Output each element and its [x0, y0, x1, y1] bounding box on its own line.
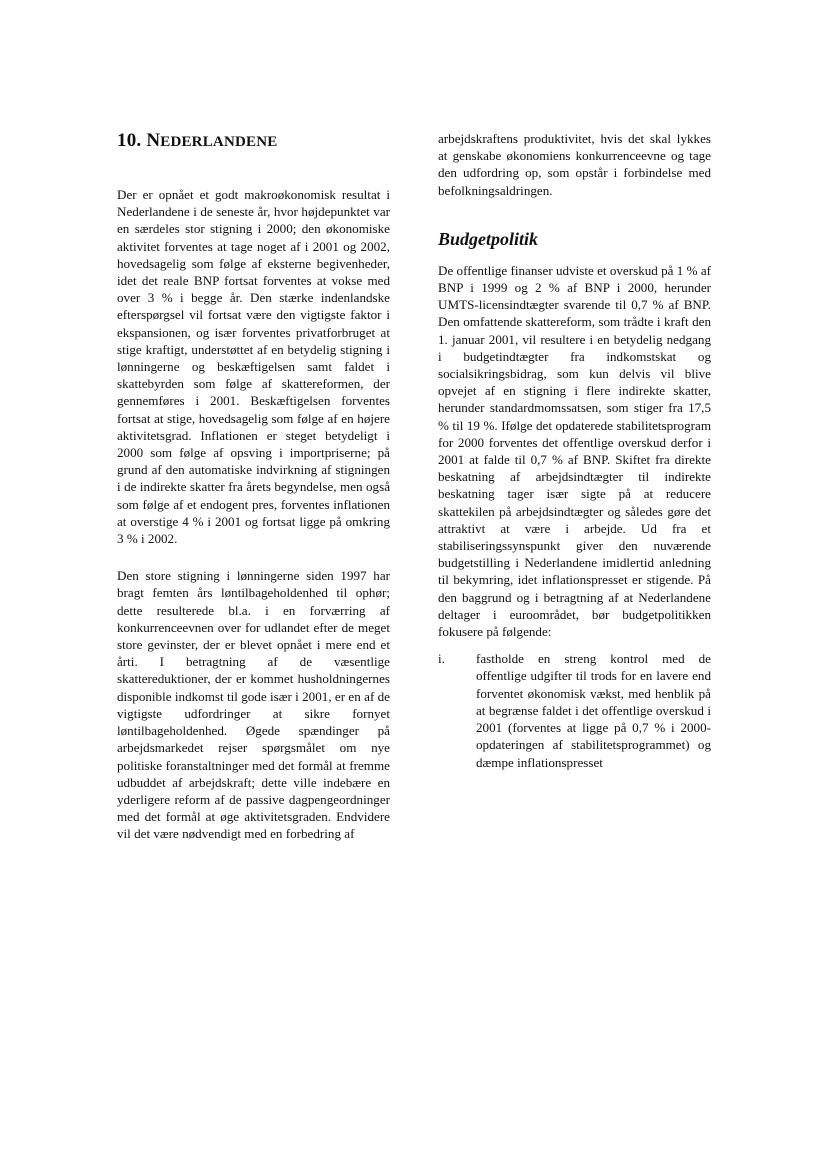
chapter-number: 10.	[117, 130, 142, 151]
paragraph-continuation: arbejdskraftens produktivitet, hvis det skal lykkes at genskabe økonomiens konkurrenceevne og tage den udfordring op, som opstår i forbindelse med befolkningsaldringen.	[438, 131, 711, 198]
chapter-title-rest: EDERLANDENE	[160, 134, 278, 150]
policy-list	[438, 650, 711, 770]
left-column	[117, 130, 390, 863]
chapter-title-initial: N	[146, 130, 161, 151]
right-column	[438, 130, 711, 771]
list-item	[438, 650, 711, 770]
chapter-title	[117, 130, 390, 152]
paragraph-budget: De offentlige finanser udviste et overskud på 1 % af BNP i 1999 og 2 % af BNP i 2000, herunder UMTS-licensindtægter svarende til 0,7 % af BNP. Den omfattende skattereform, som trådte i kraft den 1. januar 2001, vil resultere i en betydelig nedgang i budgetindtægter fra indkomstskat og socialsikringsbidrag, som kun delvis vil blive opvejet af en stigning i flere indirekte skatter, herunder standardmomssatsen, som stiger fra 17,5 % til 19 %. Ifølge det opdaterede stabilitetsprogram for 2000 forventes det offentlige overskud derfor i 2001 at falde til 0,7 % af BNP. Skiftet fra direkte beskatning af arbejdsindtægter til indirekte beskatning tager især sigte på at reducere skattekilen på arbejdsindtægter og således gøre det attraktivt at være i arbejde. Ud fra et stabiliseringssynspunkt giver den nuværende budgetstilling i Nederlandene imidlertid anledning til bekymring, idet inflationspresset er stigende. På den baggrund og i betragtning af at Nederlandene deltager i euroområdet, bør budgetpolitikken fokusere på følgende:	[438, 262, 711, 640]
list-item-text: fastholde en streng kontrol med de offentlige udgifter til trods for en lavere end forventet økonomisk vækst, med henblik på at begrænse faldet i det offentlige overskud i 2001 (forventes at ligge på 0,7 % i 2000-opdateringen af stabilitetsprogrammet) og dæmpe inflationspresset	[476, 651, 711, 770]
paragraph-intro: Der er opnået et godt makroøkonomisk resultat i Nederlandene i de seneste år, hvor højdepunktet var en særdeles stor stigning i 2000; den økonomiske aktivitet forventes at tage noget af i 2001 og 2002, hovedsagelig som følge af eksterne begivenheder, idet det reale BNP fortsat forventes at vokse med over 3 % i begge år. Den stærke indenlandske efterspørgsel vil fortsat være den vigtigste faktor i ekspansionen, og især forventes privatforbruget at stige kraftigt, understøttet af en betydelig stigning i lønningerne og beskæftigelsen samt faldet i skattebyrden som følge af skattereformen, der gennemføres i 2001. Beskæftigelsen forventes fortsat at stige, hovedsagelig som følge af en højere aktivitetsgrad. Inflationen er steget betydeligt i 2000 som følge af opsving i importpriserne; på grund af den automatiske indvirkning af stigningen i de indirekte skatter fra årets begyndelse, men også som følge af et endogent pres, forventes inflationen at overstige 4 % i 2001 og fortsat ligge på omkring 3 % i 2002.	[117, 187, 390, 547]
section-title-budgetpolitik: Budgetpolitik	[438, 228, 539, 249]
paragraph-wages: Den store stigning i lønningerne siden 1997 har bragt femten års løntilbageholdenhed til ophør; dette resulterede bl.a. i en forværring af konkurrenceevnen over for udlandet efter de meget store gevinster, der er blevet opnået i mere end et årti. I betragtning af de væsentlige skattereduktioner, der er kommet husholdningernes disponible indkomst til gode især i 2001, er en af de vigtigste udfordringer at sikre fornyet løntilbageholdenhed. Øgede spændinger på arbejdsmarkedet rejser spørgsmålet om nye politiske foranstaltninger med det formål at fremme udbuddet af arbejdskraft; dette ville indebære en yderligere reform af de passive dagpengeordninger med det formål at øge aktivitetsgraden. Endvidere vil det være nødvendigt med en forbedring af	[117, 568, 390, 842]
list-marker: i.	[438, 651, 445, 667]
